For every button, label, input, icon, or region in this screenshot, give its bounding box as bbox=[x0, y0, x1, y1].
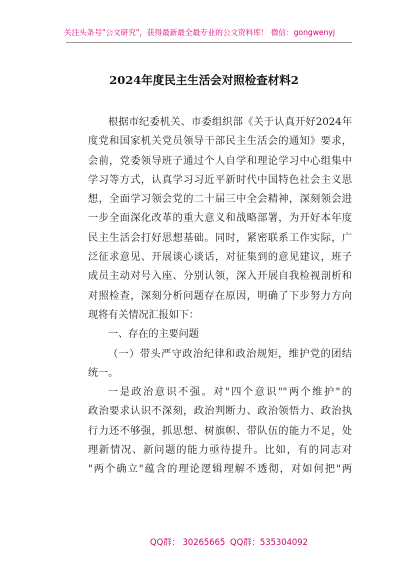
text-line: 度党和国家机关党员领导干部民主生活会的通知》要求， bbox=[88, 136, 352, 148]
text-line: 根据市纪委机关、市委组织部《关于认真开好2024年 bbox=[108, 117, 352, 128]
subsection-heading-line: （一）带头严守政治纪律和政治规矩，维护党的团结 bbox=[108, 348, 352, 360]
text-line: 政治要求认识不深刻，政治判断力、政治领悟力、政治执 bbox=[88, 406, 352, 418]
section-heading: 一、存在的主要问题 bbox=[108, 329, 199, 341]
text-line: 成员主动对号入座、分别认领，深入开展自我检视剖析和 bbox=[88, 271, 352, 283]
text-line: 对照检查，深刻分析问题存在原因，明确了下步努力方向 bbox=[88, 290, 352, 302]
text-line: 民主生活会打好思想基础。同时，紧密联系工作实际，广 bbox=[88, 232, 352, 244]
paragraph-intro bbox=[88, 113, 352, 325]
header-divider bbox=[66, 42, 352, 43]
subsection-heading bbox=[88, 345, 352, 384]
text-line: 想，全面学习领会党的二十届三中全会精神，深刻领会进 bbox=[88, 194, 352, 206]
text-line: 学习等方式，认真学习习近平新时代中国特色社会主义思 bbox=[88, 174, 352, 186]
subsection-heading-line: 统一。 bbox=[88, 367, 119, 379]
paragraph-political bbox=[88, 383, 352, 479]
text-line: 理新情况、新问题的能力亟待提升。比如，有的同志对 bbox=[88, 445, 352, 457]
header-banner: 关注头条号"公文研究"，获得最新最全最专业的公文资料库！ 微信：gongwenyj bbox=[64, 28, 336, 37]
footer-qq-group-1: QQ群： 30265665 bbox=[150, 537, 226, 547]
text-line: 泛征求意见、开展谈心谈话，对征集到的意见建议，班子 bbox=[88, 252, 352, 264]
footer-qq-group-2: QQ群：535304092 bbox=[230, 537, 308, 547]
text-line: 现将有关情况汇报如下： bbox=[88, 309, 200, 321]
text-line: 一是政治意识不强。对"四个意识""两个维护"的 bbox=[108, 387, 352, 399]
document-body bbox=[88, 113, 352, 480]
text-line: 会前，党委领导班子通过个人自学和理论学习中心组集中 bbox=[88, 155, 352, 167]
text-line: 一步全面深化改革的重大意义和战略部署，为开好本年度 bbox=[88, 213, 352, 225]
text-line: "两个确立"蕴含的理论逻辑理解不透彻，对如何把"两 bbox=[88, 464, 352, 476]
document-title: 2024年度民主生活会对照检查材料2 bbox=[109, 73, 299, 87]
text-line: 行力还不够强，抓思想、树旗帜、带队伍的能力不足，处 bbox=[88, 425, 352, 437]
